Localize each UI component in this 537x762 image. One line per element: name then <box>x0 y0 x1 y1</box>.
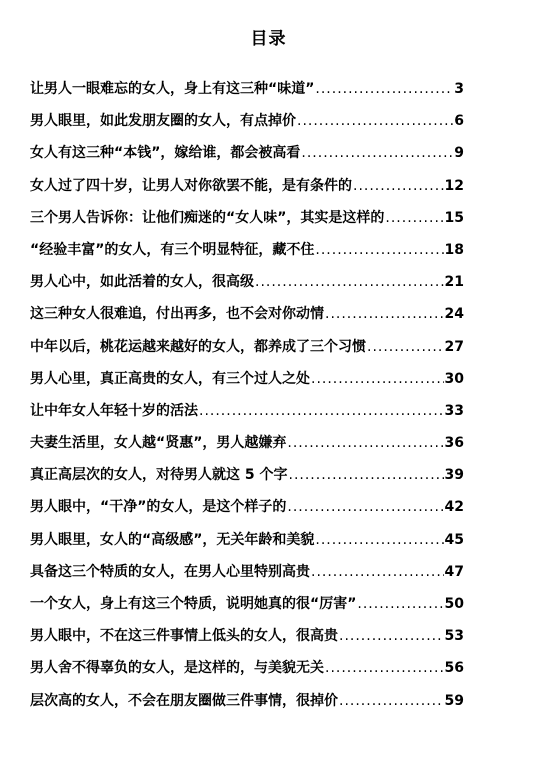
toc-entry[interactable] <box>30 690 464 722</box>
toc-entry[interactable] <box>30 464 464 496</box>
toc-entry-title: 中年以后，桃花运越来越好的女人，都养成了三个习惯 <box>30 338 366 355</box>
dot-leader <box>289 467 444 483</box>
toc-list <box>30 78 464 722</box>
dot-leader <box>311 371 444 387</box>
toc-entry[interactable] <box>30 625 464 657</box>
toc-entry-page-number: 3 <box>454 81 464 97</box>
toc-entry[interactable] <box>30 142 464 174</box>
dot-leader <box>325 306 444 322</box>
toc-entry-page-number: 27 <box>444 338 464 355</box>
toc-entry-page-number: 6 <box>454 113 464 130</box>
toc-entry-page-number: 50 <box>444 596 464 612</box>
toc-entry-page-number: 42 <box>444 499 464 516</box>
toc-entry[interactable] <box>30 271 464 303</box>
toc-entry-title: 男人眼中，“干净”的女人，是这个样子的 <box>30 499 287 516</box>
dot-leader <box>357 596 443 612</box>
toc-entry-title: 一个女人，身上有这三个特质，说明她真的很“厉害” <box>30 596 357 612</box>
toc-entry-page-number: 59 <box>444 692 464 709</box>
toc-entry-page-number: 18 <box>444 241 464 258</box>
toc-entry-title: 男人心中，如此活着的女人，很高级 <box>30 274 254 291</box>
dot-leader <box>339 628 444 644</box>
toc-entry[interactable] <box>30 400 464 432</box>
toc-entry[interactable] <box>30 496 464 528</box>
dot-leader <box>353 178 444 194</box>
dot-leader <box>287 435 443 451</box>
toc-entry-title: 女人过了四十岁，让男人对你欲罢不能，是有条件的 <box>30 177 352 194</box>
toc-entry-title: 层次高的女人，不会在朋友圈做三件事情，很掉价 <box>30 692 338 709</box>
toc-entry-title: 男人眼里，女人的“高级感”，无关年龄和美貌 <box>30 531 315 548</box>
toc-entry-title: 具备这三个特质的女人，在男人心里特别高贵 <box>30 563 310 580</box>
toc-entry-page-number: 39 <box>444 467 464 484</box>
toc-entry-page-number: 21 <box>444 274 464 291</box>
toc-entry-title: 男人眼里，如此发朋友圈的女人，有点掉价 <box>30 113 296 130</box>
dot-leader <box>287 499 443 515</box>
toc-entry-title: 女人有这三种“本钱”，嫁给谁，都会被高看 <box>30 145 301 162</box>
toc-entry[interactable] <box>30 303 464 335</box>
dot-leader <box>325 660 444 676</box>
toc-entry[interactable] <box>30 336 464 368</box>
toc-entry-title: 让男人一眼难忘的女人，身上有这三种“味道” <box>30 81 315 97</box>
toc-entry-title: 男人眼中，不在这三件事情上低头的女人，很高贵 <box>30 628 338 645</box>
dot-leader <box>315 242 443 258</box>
dot-leader <box>199 403 444 419</box>
toc-entry[interactable] <box>30 432 464 464</box>
dot-leader <box>339 693 444 709</box>
toc-entry[interactable] <box>30 239 464 271</box>
toc-entry-title: 夫妻生活里，女人越“贤惠”，男人越嫌弃 <box>30 435 287 452</box>
dot-leader <box>297 113 453 129</box>
toc-entry[interactable] <box>30 561 464 593</box>
toc-entry[interactable] <box>30 175 464 207</box>
dot-leader <box>301 145 453 161</box>
toc-entry-page-number: 47 <box>444 563 464 580</box>
toc-entry-page-number: 9 <box>454 145 464 162</box>
toc-entry[interactable] <box>30 78 464 110</box>
toc-entry[interactable] <box>30 529 464 561</box>
toc-entry-title: 三个男人告诉你：让他们痴迷的“女人味”，其实是这样的 <box>30 209 385 226</box>
toc-entry-page-number: 15 <box>444 209 464 226</box>
dot-leader <box>315 532 443 548</box>
toc-entry-page-number: 33 <box>444 402 464 419</box>
toc-entry-title: 让中年女人年轻十岁的活法 <box>30 402 198 419</box>
dot-leader <box>385 210 443 226</box>
toc-entry[interactable] <box>30 368 464 400</box>
toc-entry[interactable] <box>30 657 464 689</box>
toc-entry[interactable] <box>30 207 464 239</box>
toc-entry-title: 男人心里，真正高贵的女人，有三个过人之处 <box>30 370 310 387</box>
toc-entry-page-number: 24 <box>444 306 464 323</box>
toc-entry-page-number: 36 <box>444 435 464 452</box>
dot-leader <box>315 81 453 97</box>
toc-entry-page-number: 45 <box>444 531 464 548</box>
toc-entry[interactable] <box>30 593 464 625</box>
toc-entry-page-number: 53 <box>444 628 464 645</box>
toc-entry-title: 真正高层次的女人，对待男人就这 5 个字 <box>30 467 288 484</box>
toc-title: 目录 <box>250 29 287 49</box>
toc-entry-page-number: 12 <box>444 177 464 194</box>
dot-leader <box>367 339 444 355</box>
toc-entry-title: 这三种女人很难追，付出再多，也不会对你动情 <box>30 306 324 323</box>
toc-entry-page-number: 30 <box>444 370 464 387</box>
dot-leader <box>255 274 444 290</box>
dot-leader <box>311 564 444 580</box>
toc-entry-page-number: 56 <box>444 660 464 677</box>
toc-entry[interactable] <box>30 110 464 142</box>
toc-entry-title: 男人舍不得辜负的女人，是这样的，与美貌无关 <box>30 660 324 677</box>
toc-entry-title: “经验丰富”的女人，有三个明显特征，藏不住 <box>30 241 315 258</box>
